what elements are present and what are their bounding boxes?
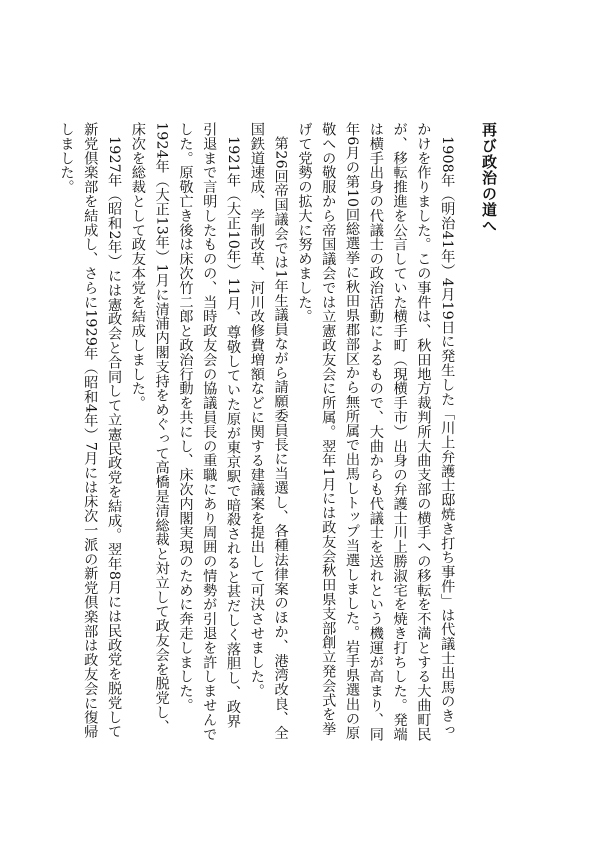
section-heading: 再び政治の道へ bbox=[480, 122, 498, 234]
paragraph-3: 1921年（大正10年）11月、尊敬していた原が東京駅で暗殺されると甚だしく落胆し、政界引退まで言明したものの、当時政友会の協議員長の重職にあり周囲の情勢が引退を許しませんでした。原敬亡き後は床次竹二郎と政治行動を共にし、床次内閣実現のために奔走しました。1924年（大正13年）1月に清浦内閣支持をめぐって高橋是清総裁と対立して政友会を脱党し、床次を総裁として政友本党を結成しました。 bbox=[129, 122, 242, 742]
paragraph-4: 1927年（昭和2年）には憲政会と合同して立憲民政党を結成。翌年8月には民政党を脱党して新党倶楽部を結成し、さらに1929年（昭和4年）7月には床次一派の新党倶楽部は政友会に復帰しました。 bbox=[58, 122, 123, 739]
paragraph-2: 第26回帝国議会では1年生議員ながら請願委員長に当選し、各種法律案のほか、港湾改良、全国鉄道速成、学制改革、河川改修費増額などに関する建議案を提出して可決させました。 bbox=[248, 122, 289, 740]
vertical-text-body bbox=[58, 122, 500, 742]
paragraph-1: 1908年（明治41年）4月19日に発生した「川上弁護士邸焼き打ち事件」は代議士出馬のきっかけを作りました。この事件は、秋田地方裁判所大曲支部の横手への移転を不満とする大曲町民が、移転推進を公言していた横手町（現横手市）出身の弁護士川上勝淑宅を焼き打ちした。発端は横手出身の代議士の政治活動によるもので、大曲からも代議士を送れという機運が高まり、同年6月の第10回総選挙に秋田県郡部区から無所属で出馬しトップ当選しました。岩手県選出の原敬への敬服から帝国議会では立憲政友会に所属。翌年1月には政友会秋田県支部創立発会式を挙げて党勢の拡大に努めました。 bbox=[296, 122, 456, 742]
